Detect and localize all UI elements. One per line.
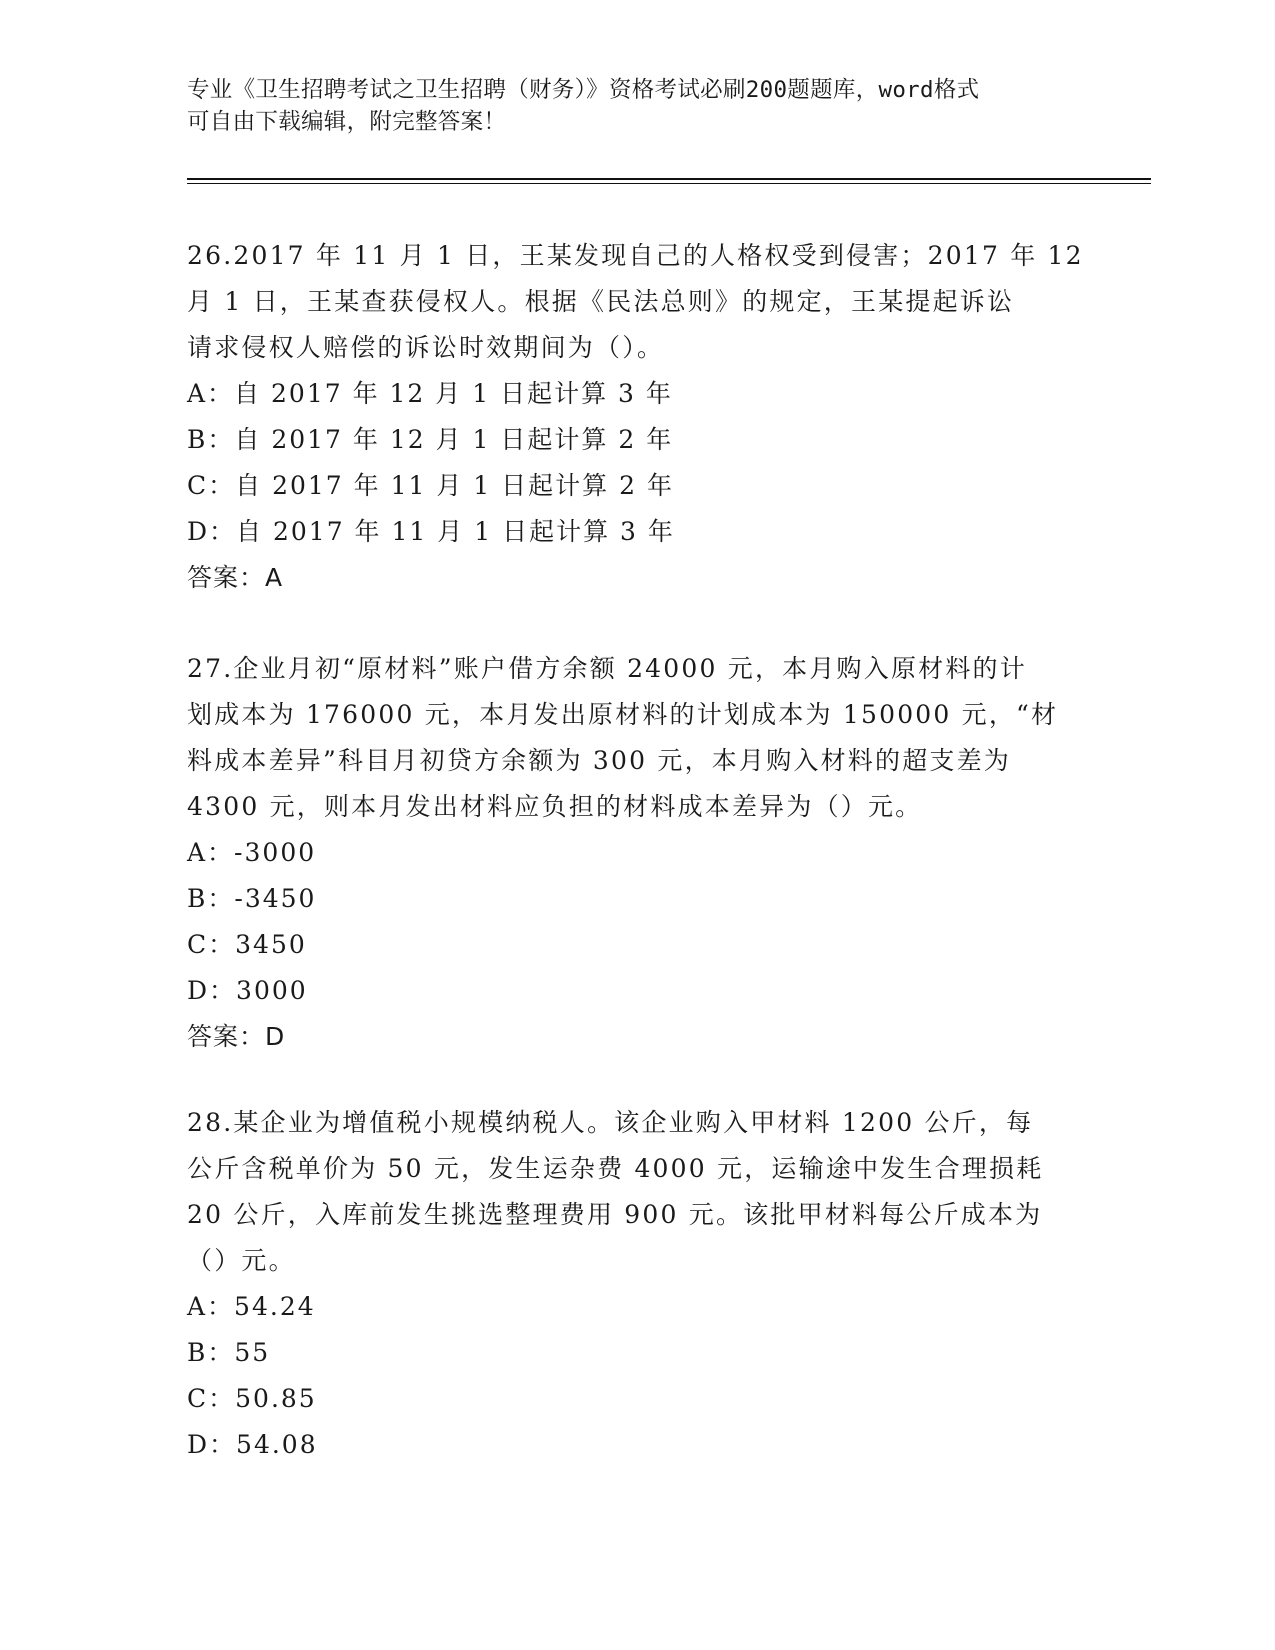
- question-stem-line: 4300 元，则本月发出材料应负担的材料成本差异为（）元。: [187, 792, 923, 821]
- option-a: A：54.24: [187, 1292, 316, 1321]
- question-stem-line: 料成本差异”科目月初贷方余额为 300 元，本月购入材料的超支差为: [187, 746, 1011, 775]
- option-b: B：-3450: [187, 884, 317, 913]
- option-d: D：54.08: [187, 1430, 318, 1459]
- option-d: D：3000: [187, 976, 308, 1005]
- question-27: [187, 646, 1087, 1060]
- option-b: B：自 2017 年 12 月 1 日起计算 2 年: [187, 425, 674, 454]
- header-line-1: 专业《卫生招聘考试之卫生招聘（财务）》资格考试必刷200题题库，word格式: [187, 77, 980, 103]
- question-stem-line: 请求侵权人赔偿的诉讼时效期间为（）。: [187, 333, 665, 362]
- question-stem-line: 28.某企业为增值税小规模纳税人。该企业购入甲材料 1200 公斤，每: [187, 1108, 1034, 1137]
- header-rule-thin: [187, 183, 1151, 184]
- option-c: C：3450: [187, 930, 307, 959]
- option-d: D：自 2017 年 11 月 1 日起计算 3 年: [187, 517, 675, 546]
- question-26: [187, 233, 1087, 601]
- option-c: C：50.85: [187, 1384, 317, 1413]
- option-a: A：-3000: [187, 838, 317, 867]
- option-a: A：自 2017 年 12 月 1 日起计算 3 年: [187, 379, 673, 408]
- header-rule-thick: [187, 178, 1151, 180]
- question-stem-line: 26.2017 年 11 月 1 日，王某发现自己的人格权受到侵害；2017 年 12: [187, 241, 1084, 270]
- question-stem-line: 月 1 日，王某查获侵权人。根据《民法总则》的规定，王某提起诉讼: [187, 287, 1015, 316]
- answer-line: 答案：D: [187, 1022, 286, 1051]
- question-stem-line: （）元。: [187, 1246, 296, 1275]
- question-stem-line: 公斤含税单价为 50 元，发生运杂费 4000 元，运输途中发生合理损耗: [187, 1154, 1044, 1183]
- question-stem-line: 27.企业月初“原材料”账户借方余额 24000 元，本月购入原材料的计: [187, 654, 1027, 683]
- question-28: [187, 1100, 1087, 1468]
- option-b: B：55: [187, 1338, 271, 1367]
- question-stem-line: 划成本为 176000 元，本月发出原材料的计划成本为 150000 元，“材: [187, 700, 1059, 729]
- question-stem-line: 20 公斤，入库前发生挑选整理费用 900 元。该批甲材料每公斤成本为: [187, 1200, 1043, 1229]
- document-header: [187, 74, 1067, 138]
- answer-line: 答案：A: [187, 563, 284, 592]
- header-line-2: 可自由下载编辑，附完整答案！: [187, 109, 507, 135]
- option-c: C：自 2017 年 11 月 1 日起计算 2 年: [187, 471, 674, 500]
